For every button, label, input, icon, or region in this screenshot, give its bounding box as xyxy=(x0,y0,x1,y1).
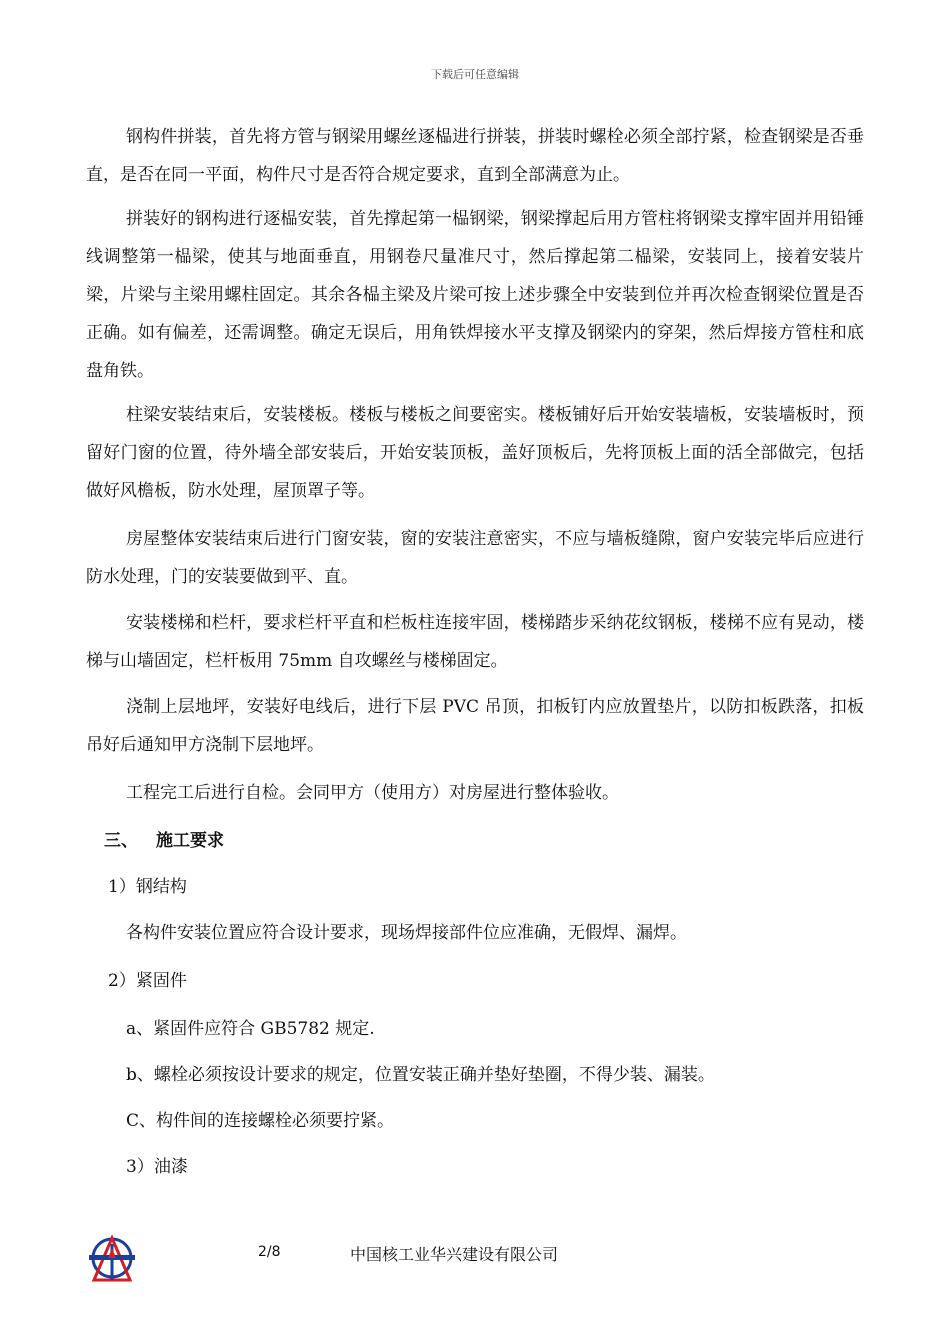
company-name: 中国核工业华兴建设有限公司 xyxy=(350,1245,559,1264)
paragraph-7: 工程完工后进行自检。会同甲方（使用方）对房屋进行整体验收。 xyxy=(126,783,619,803)
item-fasteners: 2）紧固件 xyxy=(108,971,187,991)
paragraph-6: 浇制上层地坪，安装好电线后，进行下层 PVC 吊顶，扣板钉内应放置垫片，以防扣板跌落，扣板吊好后通知甲方浇制下层地坪。 xyxy=(86,697,864,755)
company-logo-icon xyxy=(86,1234,138,1284)
item-paint: 3）油漆 xyxy=(126,1157,188,1177)
paragraph-2: 拼装好的钢构进行逐榀安装，首先撑起第一榀钢梁，钢梁撑起后用方管柱将钢梁支撑牢固并用铅锤线调整第一榀梁，使其与地面垂直，用钢卷尺量准尺寸，然后撑起第二榀梁，安装同上，接着安装片梁，片梁与主梁用螺柱固定。其余各榀主梁及片梁可按上述步骤全中安装到位并再次检查钢梁位置是否正确。如有偏差，还需调整。确定无误后，用角铁焊接水平支撑及钢梁内的穿架，然后焊接方管柱和底盘角铁。 xyxy=(86,209,864,381)
item-fasteners-a: a、紧固件应符合 GB5782 规定. xyxy=(126,1019,375,1039)
section-title: 施工要求 xyxy=(156,831,224,851)
section-number: 三、 xyxy=(104,831,138,851)
header-note: 下载后可任意编辑 xyxy=(431,68,519,81)
paragraph-5: 安装楼梯和栏杆，要求栏杆平直和栏板柱连接牢固，楼梯踏步采纳花纹钢板，楼梯不应有晃动，楼梯与山墙固定，栏杆板用 75mm 自攻螺丝与楼梯固定。 xyxy=(86,613,864,671)
item-fasteners-b: b、螺栓必须按设计要求的规定，位置安装正确并垫好垫圈，不得少装、漏装。 xyxy=(126,1065,715,1085)
item-steel-structure-text: 各构件安装位置应符合设计要求，现场焊接部件位应准确，无假焊、漏焊。 xyxy=(126,923,687,943)
paragraph-1: 钢构件拼装，首先将方管与钢梁用螺丝逐榀进行拼装，拼装时螺栓必须全部拧紧，检查钢梁是否垂直，是否在同一平面，构件尺寸是否符合规定要求，直到全部满意为止。 xyxy=(86,127,864,185)
paragraph-4: 房屋整体安装结束后进行门窗安装，窗的安装注意密实，不应与墙板缝隙，窗户安装完毕后应进行防水处理，门的安装要做到平、直。 xyxy=(86,529,864,587)
page-number: 2/8 xyxy=(258,1244,281,1260)
section-heading xyxy=(104,822,224,860)
item-fasteners-c: C、构件间的连接螺栓必须要拧紧。 xyxy=(126,1111,395,1131)
paragraph-3: 柱梁安装结束后，安装楼板。楼板与楼板之间要密实。楼板铺好后开始安装墙板，安装墙板时，预留好门窗的位置，待外墙全部安装后，开始安装顶板，盖好顶板后，先将顶板上面的活全部做完，包括做好风檐板，防水处理，屋顶罩子等。 xyxy=(86,405,864,501)
item-steel-structure: 1）钢结构 xyxy=(108,877,187,897)
